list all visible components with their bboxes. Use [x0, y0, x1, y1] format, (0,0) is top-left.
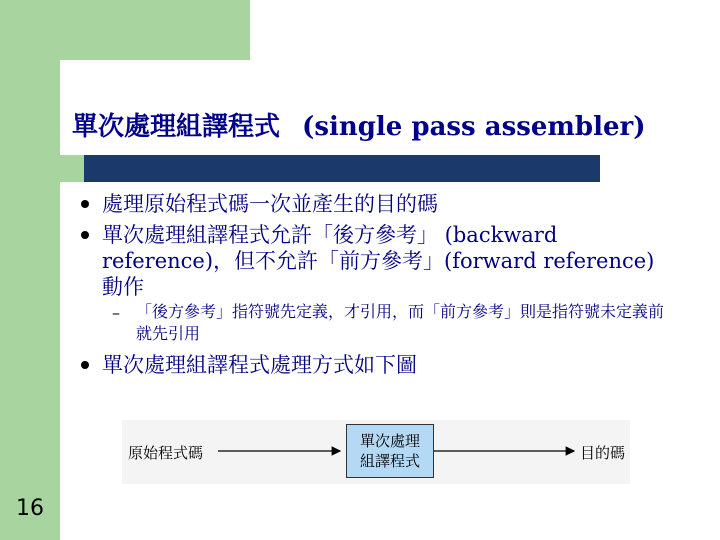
bullet-1: 處理原始程式碼一次並產生的目的碼	[102, 192, 438, 216]
process-diagram	[122, 420, 630, 484]
left-green-band	[0, 0, 60, 540]
object-code-label: 目的碼	[580, 444, 626, 462]
title-english: (single pass assembler)	[302, 112, 646, 142]
title-chinese: 單次處理組譯程式	[72, 112, 281, 142]
source-code-label: 原始程式碼	[128, 444, 204, 462]
bullet-dot-icon	[81, 361, 89, 369]
bullet-dot-icon	[81, 200, 89, 208]
sub-bullet: 「後方參考」指符號先定義，才引用，而「前方參考」則是指符號未定義前就先引用	[136, 302, 665, 343]
assembler-line-1: 單次處理	[359, 432, 420, 450]
bullet-dot-icon	[81, 231, 89, 239]
page-number: 16	[16, 496, 44, 521]
bullet-2: 單次處理組譯程式允許「後方參考」 (backward reference)，但不允許「前方參考」(forward reference)動作	[102, 223, 655, 299]
bullet-3: 單次處理組譯程式處理方式如下圖	[102, 353, 417, 377]
assembler-box	[346, 424, 434, 478]
assembler-line-2: 組譯程式	[359, 452, 420, 470]
slide-title	[72, 106, 646, 143]
top-green-band	[60, 0, 250, 60]
title-rule-bar	[60, 155, 600, 182]
sub-bullet-dash: –	[112, 303, 120, 322]
